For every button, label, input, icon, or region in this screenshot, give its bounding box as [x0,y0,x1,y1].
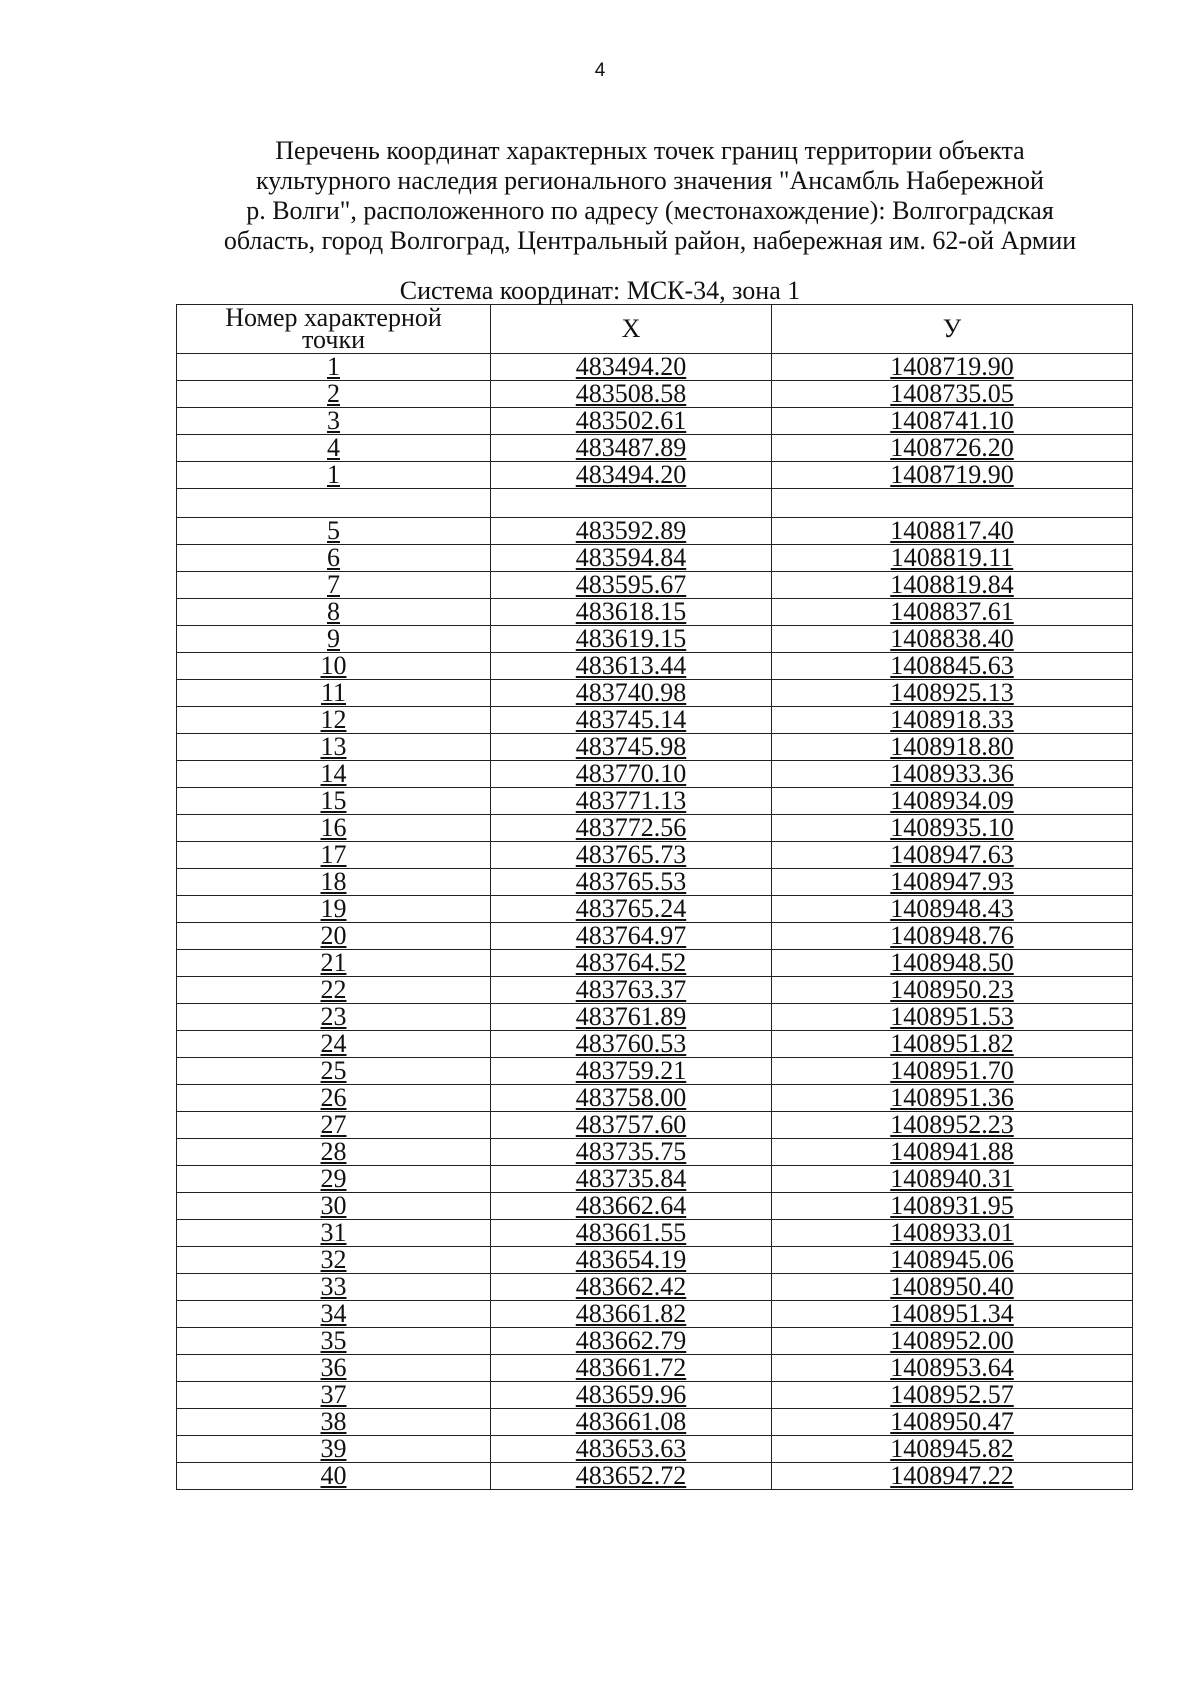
table-row [177,788,1133,815]
table-row [177,950,1133,977]
cell-point-number: 2 [177,381,491,408]
cell-point-number: 13 [177,734,491,761]
cell-x: 483745.98 [491,734,772,761]
cell-y: 1408950.23 [772,977,1133,1004]
header-point-line2: точки [302,325,365,354]
cell-x: 483659.96 [491,1382,772,1409]
table-row [177,1139,1133,1166]
cell-y: 1408947.22 [772,1463,1133,1490]
table-row [177,1355,1133,1382]
cell-y: 1408950.40 [772,1274,1133,1301]
cell-x: 483759.21 [491,1058,772,1085]
cell-point-number: 25 [177,1058,491,1085]
table-row [177,1112,1133,1139]
table-row [177,1436,1133,1463]
table-row [177,626,1133,653]
cell-point-number: 14 [177,761,491,788]
table-row [177,1166,1133,1193]
cell-point-number: 37 [177,1382,491,1409]
cell-point-number: 23 [177,1004,491,1031]
table-row [177,680,1133,707]
document-title [160,136,1140,256]
cell-point-number: 32 [177,1247,491,1274]
cell-x: 483764.52 [491,950,772,977]
table-row [177,435,1133,462]
cell-point-number: 12 [177,707,491,734]
cell-y: 1408947.63 [772,842,1133,869]
cell-x: 483654.19 [491,1247,772,1274]
cell-point-number: 28 [177,1139,491,1166]
cell-y: 1408940.31 [772,1166,1133,1193]
cell-x: 483735.75 [491,1139,772,1166]
cell-y: 1408933.01 [772,1220,1133,1247]
table-row [177,977,1133,1004]
cell-x: 483760.53 [491,1031,772,1058]
cell-point-number: 5 [177,518,491,545]
cell-y: 1408945.82 [772,1436,1133,1463]
cell-x: 483763.37 [491,977,772,1004]
cell-point-number: 29 [177,1166,491,1193]
cell-point-number: 9 [177,626,491,653]
table-row [177,1301,1133,1328]
cell-y: 1408918.33 [772,707,1133,734]
cell-point-number: 20 [177,923,491,950]
cell-point-number: 7 [177,572,491,599]
cell-x: 483765.53 [491,869,772,896]
table-row [177,815,1133,842]
cell-point-number: 1 [177,462,491,489]
table-row [177,1247,1133,1274]
table-row [177,489,1133,518]
cell-x: 483765.73 [491,842,772,869]
cell-point-number: 35 [177,1328,491,1355]
cell-x: 483494.20 [491,354,772,381]
cell-x: 483508.58 [491,381,772,408]
cell-point-number: 18 [177,869,491,896]
cell-y: 1408951.82 [772,1031,1133,1058]
cell-y: 1408952.00 [772,1328,1133,1355]
cell-y: 1408817.40 [772,518,1133,545]
cell-point-number: 8 [177,599,491,626]
cell-x: 483764.97 [491,923,772,950]
cell-point-number: 1 [177,354,491,381]
title-line: область, город Волгоград, Центральный район, набережная им. 62-ой Армии [223,226,1077,255]
cell-point-number: 38 [177,1409,491,1436]
cell-point-number: 16 [177,815,491,842]
cell-x: 483761.89 [491,1004,772,1031]
table-row [177,1382,1133,1409]
table-body [177,354,1133,1490]
title-line: р. Волги", расположенного по адресу (местонахождение): Волгоградская [246,196,1054,225]
cell-x: 483757.60 [491,1112,772,1139]
cell-x: 483502.61 [491,408,772,435]
cell-y: 1408951.36 [772,1085,1133,1112]
cell-y: 1408933.36 [772,761,1133,788]
table-row [177,381,1133,408]
table-row [177,462,1133,489]
cell-point-number: 6 [177,545,491,572]
cell-x: 483770.10 [491,761,772,788]
table-row [177,896,1133,923]
cell-point-number: 19 [177,896,491,923]
cell-y: 1408935.10 [772,815,1133,842]
cell-y: 1408952.57 [772,1382,1133,1409]
cell-x: 483619.15 [491,626,772,653]
cell-y: 1408952.23 [772,1112,1133,1139]
cell-x: 483487.89 [491,435,772,462]
cell-y: 1408741.10 [772,408,1133,435]
cell-y: 1408945.06 [772,1247,1133,1274]
cell-point-number: 3 [177,408,491,435]
cell-point-number: 15 [177,788,491,815]
cell-x: 483661.72 [491,1355,772,1382]
table-row [177,354,1133,381]
cell-x: 483740.98 [491,680,772,707]
table-row [177,572,1133,599]
table-row [177,1328,1133,1355]
cell-y: 1408719.90 [772,462,1133,489]
table-row [177,653,1133,680]
cell-y: 1408941.88 [772,1139,1133,1166]
cell-point-number: 26 [177,1085,491,1112]
table-row [177,707,1133,734]
table-row [177,1274,1133,1301]
cell-point-number: 27 [177,1112,491,1139]
table-row [177,1220,1133,1247]
cell-x: 483772.56 [491,815,772,842]
cell-y: 1408947.93 [772,869,1133,896]
cell-y: 1408953.64 [772,1355,1133,1382]
table-row [177,599,1133,626]
table-row [177,1463,1133,1490]
page-number: 4 [594,60,606,81]
cell-x: 483661.55 [491,1220,772,1247]
table-row [177,545,1133,572]
table-row [177,1004,1133,1031]
table-row [177,1409,1133,1436]
cell-x: 483771.13 [491,788,772,815]
cell-x: 483594.84 [491,545,772,572]
cell-x: 483494.20 [491,462,772,489]
cell-point-number: 22 [177,977,491,1004]
table-row [177,1031,1133,1058]
header-point-number [177,305,491,354]
cell-y: 1408951.53 [772,1004,1133,1031]
cell-x: 483662.64 [491,1193,772,1220]
cell-y: 1408819.84 [772,572,1133,599]
cell-point-number: 34 [177,1301,491,1328]
cell-point-number: 17 [177,842,491,869]
cell-point-number: 31 [177,1220,491,1247]
cell-x: 483618.15 [491,599,772,626]
cell-y: 1408838.40 [772,626,1133,653]
cell-y: 1408837.61 [772,599,1133,626]
table-row [177,842,1133,869]
table-row [177,869,1133,896]
table-row [177,734,1133,761]
cell-x: 483758.00 [491,1085,772,1112]
header-y: У [772,305,1133,354]
cell-point-number: 39 [177,1436,491,1463]
cell-y: 1408726.20 [772,435,1133,462]
cell-y: 1408918.80 [772,734,1133,761]
title-line: Перечень координат характерных точек границ территории объекта [275,136,1025,165]
table-row [177,1058,1133,1085]
cell-y: 1408735.05 [772,381,1133,408]
cell-point-number: 33 [177,1274,491,1301]
cell-x: 483765.24 [491,896,772,923]
header-point-line1: Номер характерной [225,304,442,332]
table-row [177,923,1133,950]
cell-x: 483662.79 [491,1328,772,1355]
table-row [177,408,1133,435]
table-header-row [177,305,1133,354]
cell-y: 1408948.76 [772,923,1133,950]
cell-point-number: 36 [177,1355,491,1382]
cell-y: 1408845.63 [772,653,1133,680]
cell-y: 1408934.09 [772,788,1133,815]
cell-x: 483745.14 [491,707,772,734]
header-x: X [491,305,772,354]
cell-point-number: 30 [177,1193,491,1220]
cell-y: 1408719.90 [772,354,1133,381]
cell-y [772,489,1133,518]
table-row [177,1193,1133,1220]
cell-x: 483661.08 [491,1409,772,1436]
cell-x [491,489,772,518]
cell-x: 483613.44 [491,653,772,680]
cell-point-number: 10 [177,653,491,680]
cell-x: 483735.84 [491,1166,772,1193]
cell-x: 483662.42 [491,1274,772,1301]
title-line: культурного наследия регионального значения "Ансамбль Набережной [256,166,1044,195]
cell-point-number: 40 [177,1463,491,1490]
cell-y: 1408951.34 [772,1301,1133,1328]
cell-point-number: 24 [177,1031,491,1058]
coordinates-table [176,304,1133,1490]
cell-point-number: 11 [177,680,491,707]
cell-x: 483661.82 [491,1301,772,1328]
cell-y: 1408950.47 [772,1409,1133,1436]
cell-x: 483653.63 [491,1436,772,1463]
cell-y: 1408948.43 [772,896,1133,923]
cell-y: 1408951.70 [772,1058,1133,1085]
coordinate-system-caption: Система координат: МСК-34, зона 1 [399,276,801,305]
cell-y: 1408819.11 [772,545,1133,572]
cell-x: 483592.89 [491,518,772,545]
table-row [177,518,1133,545]
cell-point-number: 21 [177,950,491,977]
cell-y: 1408925.13 [772,680,1133,707]
table-row [177,761,1133,788]
cell-x: 483652.72 [491,1463,772,1490]
cell-point-number: 4 [177,435,491,462]
cell-y: 1408948.50 [772,950,1133,977]
table-row [177,1085,1133,1112]
cell-point-number [177,489,491,518]
cell-x: 483595.67 [491,572,772,599]
cell-y: 1408931.95 [772,1193,1133,1220]
